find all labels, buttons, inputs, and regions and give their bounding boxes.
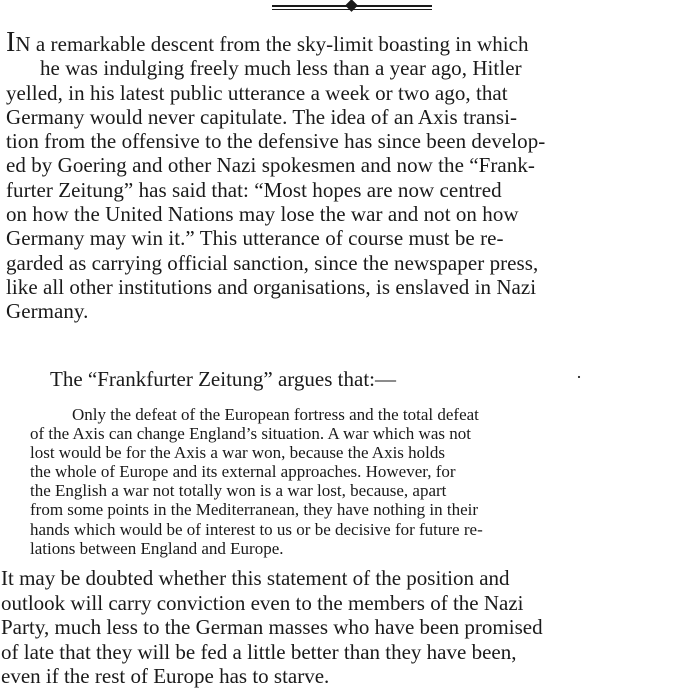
- paragraph-line: outlook will carry conviction even to the members of the Nazi: [1, 590, 524, 615]
- article-paragraph-1: [6, 27, 698, 324]
- ornament-diamond-icon: [345, 0, 358, 12]
- quote-line: of the Axis can change England’s situation. A war which was not: [30, 424, 471, 444]
- paragraph-line: It may be doubted whether this statement of the position and: [1, 566, 510, 590]
- paragraph-line: on how the United Nations may lose the war and not on how: [6, 202, 519, 227]
- paragraph-line: even if the rest of Europe has to starve.: [1, 664, 330, 689]
- paragraph-line: IN a remarkable descent from the sky-limit boasting in which: [6, 27, 529, 58]
- paragraph-line: he was indulging freely much less than a year ago, Hitler: [40, 56, 522, 81]
- paragraph-line: of late that they will be fed a little better than they have been,: [1, 639, 517, 664]
- quote-line: the whole of Europe and its external approaches. However, for: [30, 462, 456, 482]
- quote-line: hands which would be of interest to us or be decisive for future re-: [30, 519, 483, 539]
- paragraph-line: yelled, in his latest public utterance a week or two ago, that: [6, 80, 508, 105]
- paragraph-line: tion from the offensive to the defensive has since been develop-: [6, 129, 546, 154]
- stray-dot-mark: ·: [576, 367, 582, 387]
- quote-line: lations between England and Europe.: [30, 538, 284, 558]
- header-ornament: [272, 0, 432, 14]
- paragraph-line: furter Zeitung” has said that: “Most hopes are now centred: [6, 177, 502, 202]
- quote-intro: The “Frankfurter Zeitung” argues that:—: [50, 367, 396, 391]
- paragraph-line: ed by Goering and other Nazi spokesmen and now the “Frank-: [6, 153, 535, 178]
- block-quote: [30, 405, 695, 558]
- paragraph-line: Germany.: [6, 299, 89, 324]
- paragraph-line: garded as carrying official sanction, since the newspaper press,: [6, 250, 539, 275]
- paragraph-line: Germany would never capitulate. The idea of an Axis transi-: [6, 104, 518, 129]
- article-paragraph-2: [1, 566, 700, 689]
- quote-line: from some points in the Mediterranean, they have nothing in their: [30, 500, 479, 520]
- paragraph-line: Germany may win it.” This utterance of course must be re-: [6, 226, 504, 251]
- quote-line: lost would be for the Axis a war won, because the Axis holds: [30, 443, 446, 463]
- quote-line: Only the defeat of the European fortress and the total defeat: [72, 405, 479, 424]
- quote-line: the English a war not totally won is a war lost, because, apart: [30, 481, 447, 501]
- paragraph-line: like all other institutions and organisations, is enslaved in Nazi: [6, 274, 537, 299]
- drop-cap: I: [6, 27, 16, 58]
- paragraph-line: Party, much less to the German masses who have been promised: [1, 615, 543, 640]
